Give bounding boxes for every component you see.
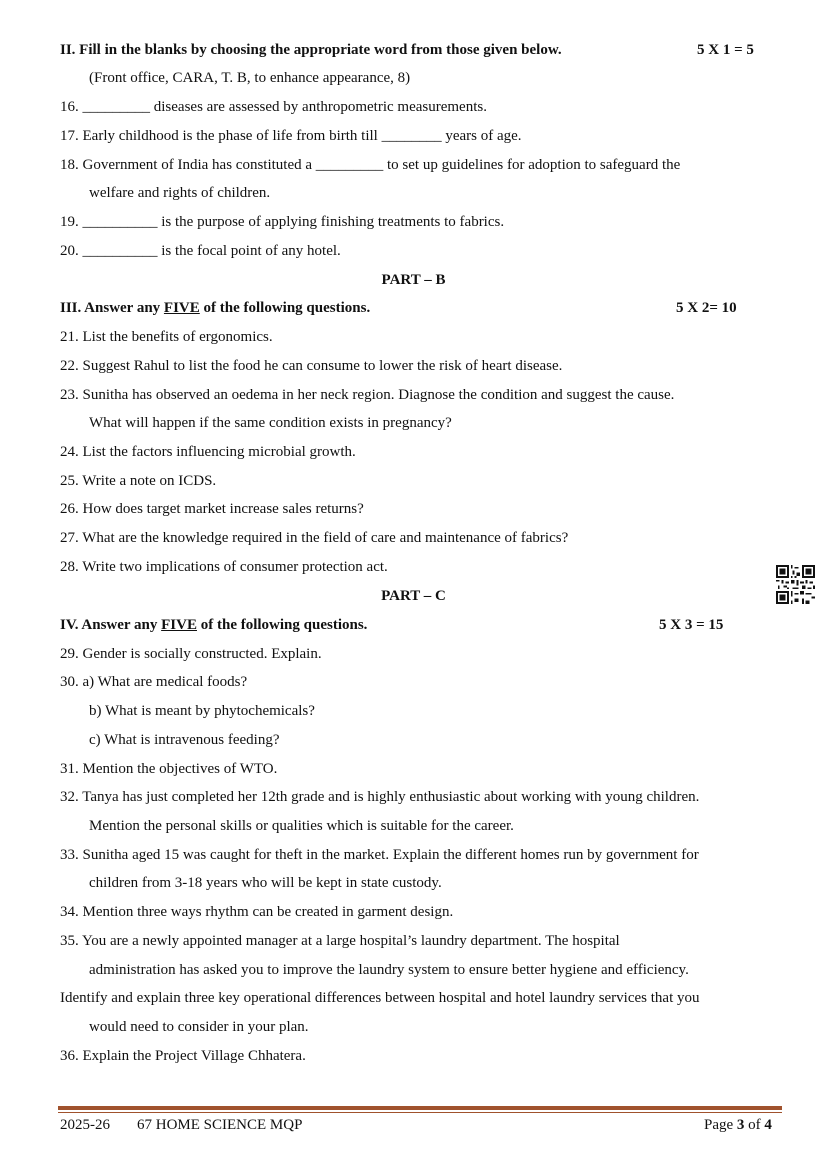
question-28: 28. Write two implications of consumer protection act. [60, 559, 388, 575]
question-30: 30. a) What are medical foods? [60, 674, 248, 690]
heading-emphasis: FIVE [161, 617, 197, 633]
question-23: 23. Sunitha has observed an oedema in her neck region. Diagnose the condition and suggest the cause. [60, 387, 675, 403]
question-30-b: b) What is meant by phytochemicals? [89, 703, 315, 719]
heading-text: IV. Answer any [60, 617, 162, 633]
question-26: 26. How does target market increase sales returns? [60, 501, 364, 517]
footer-year: 2025-26 [60, 1117, 110, 1133]
question-32: 32. Tanya has just completed her 12th grade and is highly enthusiastic about working with young children. [60, 789, 700, 805]
part-c-title: PART – C [381, 588, 446, 604]
section-2-marks: 5 X 1 = 5 [697, 42, 754, 58]
fill-in-options: (Front office, CARA, T. B, to enhance appearance, 8) [89, 70, 411, 86]
question-16: 16. _________ diseases are assessed by anthropometric measurements. [60, 99, 487, 115]
page-label: Page [704, 1117, 737, 1133]
footer-page-number [704, 1116, 772, 1134]
question-34: 34. Mention three ways rhythm can be created in garment design. [60, 904, 454, 920]
question-24: 24. List the factors influencing microbial growth. [60, 444, 356, 460]
question-19: 19. __________ is the purpose of applying finishing treatments to fabrics. [60, 214, 505, 230]
question-30-c: c) What is intravenous feeding? [89, 732, 280, 748]
question-31: 31. Mention the objectives of WTO. [60, 761, 278, 777]
section-4-marks: 5 X 3 = 15 [659, 617, 724, 633]
part-b-title: PART – B [381, 272, 446, 288]
question-25: 25. Write a note on ICDS. [60, 473, 217, 489]
question-36: 36. Explain the Project Village Chhatera. [60, 1048, 306, 1064]
question-23-cont: What will happen if the same condition exists in pregnancy? [89, 415, 452, 431]
footer-subject: 67 HOME SCIENCE MQP [137, 1117, 303, 1133]
question-35: 35. You are a newly appointed manager at a large hospital’s laundry department. The hospital [60, 933, 620, 949]
question-32-cont: Mention the personal skills or qualities which is suitable for the career. [89, 818, 514, 834]
question-17: 17. Early childhood is the phase of life from birth till ________ years of age. [60, 128, 522, 144]
section-3-heading [60, 299, 370, 317]
heading-text: III. Answer any [60, 300, 164, 316]
footer-rule-thick [58, 1106, 782, 1110]
question-35-cont-2: Identify and explain three key operational differences between hospital and hotel laundry services that you [60, 990, 700, 1006]
heading-text-end: of the following questions. [196, 617, 368, 633]
question-22: 22. Suggest Rahul to list the food he can consume to lower the risk of heart disease. [60, 358, 563, 374]
question-35-cont: administration has asked you to improve the laundry system to ensure better hygiene and efficiency. [89, 962, 689, 978]
question-20: 20. __________ is the focal point of any hotel. [60, 243, 341, 259]
question-29: 29. Gender is socially constructed. Explain. [60, 646, 322, 662]
heading-emphasis: FIVE [163, 300, 200, 316]
question-18-cont: welfare and rights of children. [89, 185, 271, 201]
question-33-cont: children from 3-18 years who will be kept in state custody. [89, 875, 442, 891]
question-35-cont-3: would need to consider in your plan. [89, 1019, 309, 1035]
question-33: 33. Sunitha aged 15 was caught for theft in the market. Explain the different homes run by government for [60, 847, 699, 863]
section-2-heading: II. Fill in the blanks by choosing the appropriate word from those given below. [60, 42, 562, 58]
question-18: 18. Government of India has constituted a _________ to set up guidelines for adoption to safeguard the [60, 157, 681, 173]
section-4-heading [60, 616, 367, 634]
page-current: 3 [736, 1117, 745, 1133]
question-21: 21. List the benefits of ergonomics. [60, 329, 273, 345]
question-27: 27. What are the knowledge required in the field of care and maintenance of fabrics? [60, 530, 569, 546]
page-total: 4 [764, 1117, 772, 1133]
section-3-marks: 5 X 2= 10 [676, 300, 737, 316]
footer-rule-thin [58, 1112, 782, 1113]
heading-text-end: of the following questions. [199, 300, 371, 316]
page-of: of [744, 1117, 765, 1133]
